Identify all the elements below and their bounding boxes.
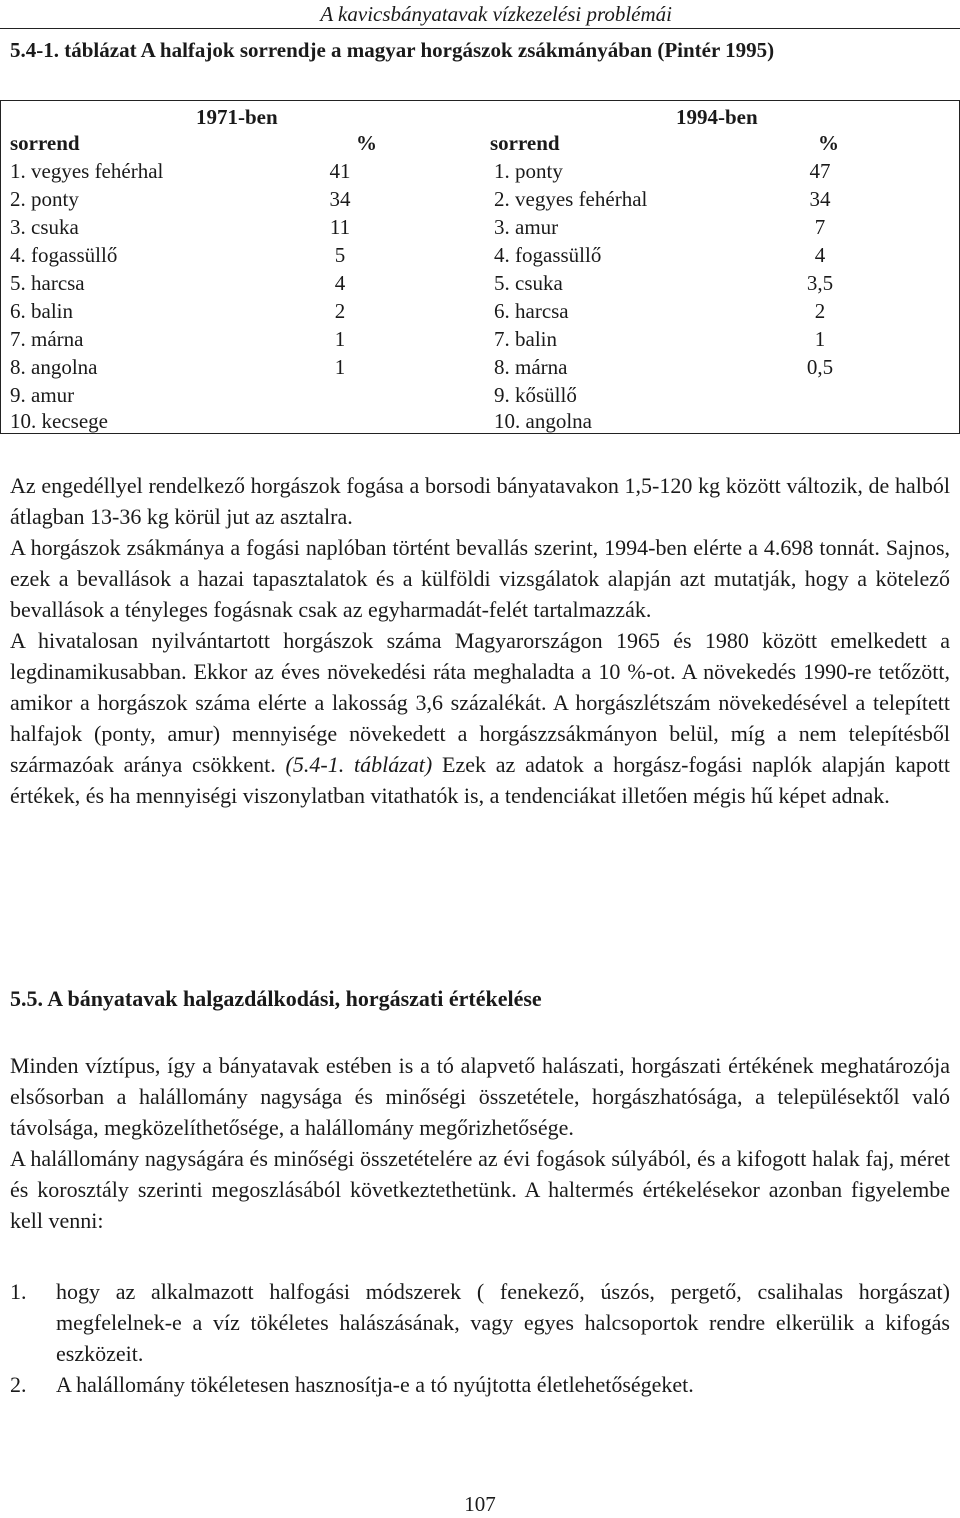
right-percent: 1 <box>814 327 826 351</box>
section-paragraph-yield: A halállomány nagyságára és minőségi összetételére az évi fogások súlyából, és a kifogott halak faj, méret és korosztály szerinti megoszlásából következtethetünk. A haltermés értékelésekor azonban figyelembe kell venni: <box>10 1146 950 1233</box>
left-fish: 6. balin <box>10 299 73 323</box>
list-item-text: A halállomány tökéletesen hasznosítja-e a tó nyújtotta életlehetőségeket. <box>56 1372 694 1397</box>
list-item-number: 2. <box>10 1372 27 1397</box>
table-row <box>0 159 960 187</box>
right-percent: 47 <box>809 159 831 183</box>
left-pct-header: % <box>356 131 377 155</box>
right-fish: 8. márna <box>494 355 568 379</box>
right-percent: 2 <box>814 299 826 323</box>
table-row <box>0 187 960 215</box>
left-fish: 2. ponty <box>10 187 79 211</box>
section-paragraph-value: Minden víztípus, így a bányatavak estében is a tó alapvető halászati, horgászati értékének meghatározója elsősorban a halállomány nagysága és minőségi összetétele, horgászhatósága, a településektől való távolsága, megközelíthetősége, a halállomány megőrizhetősége. <box>10 1053 950 1140</box>
right-fish: 10. angolna <box>494 409 592 433</box>
paragraph-angler-count <box>10 625 950 811</box>
paragraph-angler-count-text-b: Ezek az adatok a horgász-fogási naplók alapján kapott értékek, és ha mennyiségi viszonylatban vitathatók is, a tendenciákat illetően mégis hű képet adnak. <box>10 752 950 808</box>
left-percent: 34 <box>329 187 351 211</box>
left-fish: 4. fogassüllő <box>10 243 118 267</box>
paragraph-catch-range: Az engedéllyel rendelkező horgászok fogása a borsodi bányatavakon 1,5-120 kg között változik, de halból átlagban 13-36 kg körül jut az asztalra. <box>10 473 950 529</box>
table-caption: 5.4-1. táblázat A halfajok sorrendje a magyar horgászok zsákmányában (Pintér 1995) <box>10 38 775 62</box>
right-fish: 2. vegyes fehérhal <box>494 187 648 211</box>
table-row <box>0 215 960 243</box>
left-percent: 11 <box>329 215 351 239</box>
left-fish: 9. amur <box>10 383 75 407</box>
left-percent: 1 <box>334 355 346 379</box>
right-fish: 7. balin <box>494 327 557 351</box>
body-text-block <box>10 470 950 811</box>
section-body <box>10 1050 950 1236</box>
left-fish: 8. angolna <box>10 355 98 379</box>
table-row <box>0 327 960 355</box>
right-percent: 4 <box>814 243 826 267</box>
right-year-header: 1994-ben <box>676 105 758 129</box>
left-fish: 7. márna <box>10 327 84 351</box>
right-fish: 3. amur <box>494 215 559 239</box>
left-percent: 41 <box>329 159 351 183</box>
right-pct-header: % <box>818 131 839 155</box>
left-rank-header: sorrend <box>10 131 80 155</box>
table-row <box>0 271 960 299</box>
right-fish: 5. csuka <box>494 271 563 295</box>
table-reference: (5.4-1. táblázat) <box>285 752 433 777</box>
right-percent: 3,5 <box>806 271 834 295</box>
table-row <box>0 355 960 383</box>
fish-ranking-table <box>0 100 960 434</box>
running-header <box>0 0 960 29</box>
left-year-header: 1971-ben <box>196 105 278 129</box>
list-item-text: hogy az alkalmazott halfogási módszerek ( fenekező, úszós, pergető, csalihalas horgászat) megfelelnek-e a víz tökéletes halászásának, vagy egyes halcsoportok rendre elkerülik a kifogás eszközeit. <box>56 1279 950 1366</box>
considerations-list <box>10 1276 950 1400</box>
left-percent: 5 <box>334 243 346 267</box>
right-rank-header: sorrend <box>490 131 560 155</box>
left-percent: 4 <box>334 271 346 295</box>
list-item-number: 1. <box>10 1279 27 1304</box>
left-percent: 2 <box>334 299 346 323</box>
left-fish: 5. harcsa <box>10 271 85 295</box>
right-fish: 1. ponty <box>494 159 563 183</box>
left-fish: 3. csuka <box>10 215 79 239</box>
list-item <box>10 1276 950 1369</box>
running-header-title: A kavicsbányatavak vízkezelési problémái <box>320 2 672 26</box>
table-row <box>0 383 960 411</box>
table-row <box>0 299 960 327</box>
left-fish: 1. vegyes fehérhal <box>10 159 164 183</box>
right-percent: 0,5 <box>806 355 834 379</box>
right-fish: 6. harcsa <box>494 299 569 323</box>
table-row <box>0 409 960 437</box>
left-percent: 1 <box>334 327 346 351</box>
paragraph-catch-total: A horgászok zsákmánya a fogási naplóban történt bevallás szerint, 1994-ben elérte a 4.698 tonnát. Sajnos, ezek a bevallások a hazai tapasztalatok és a külföldi vizsgálatok alapján azt mutatják, hogy a kötelező bevallások a tényleges fogásnak csak az egyharmadát-felét tartalmazzák. <box>10 535 950 622</box>
right-fish: 4. fogassüllő <box>494 243 602 267</box>
list-item <box>10 1369 950 1400</box>
left-fish: 10. kecsege <box>10 409 108 433</box>
page-number <box>0 1492 960 1517</box>
paragraph-angler-count-text-a: A hivatalosan nyilvántartott horgászok száma Magyarországon 1965 és 1980 között emelkedett a legdinamikusabban. Ekkor az éves növekedési ráta meghaladta a 10 %-ot. A növekedés 1990-re tetőzött, amikor a horgászok száma elérte a lakosság 3,6 százalékát. A horgászlétszám növekedésével a telepített halfajok (ponty, amur) mennyisége növekedett a horgászzsákmányon belül, míg a nem telepítésből származóak aránya csökkent. <box>10 628 950 777</box>
right-fish: 9. kősüllő <box>494 383 577 407</box>
right-percent: 34 <box>809 187 831 211</box>
section-heading: 5.5. A bányatavak halgazdálkodási, horgászati értékelése <box>10 986 542 1011</box>
page-number-value: 107 <box>464 1492 496 1516</box>
right-percent: 7 <box>814 215 826 239</box>
table-row <box>0 243 960 271</box>
